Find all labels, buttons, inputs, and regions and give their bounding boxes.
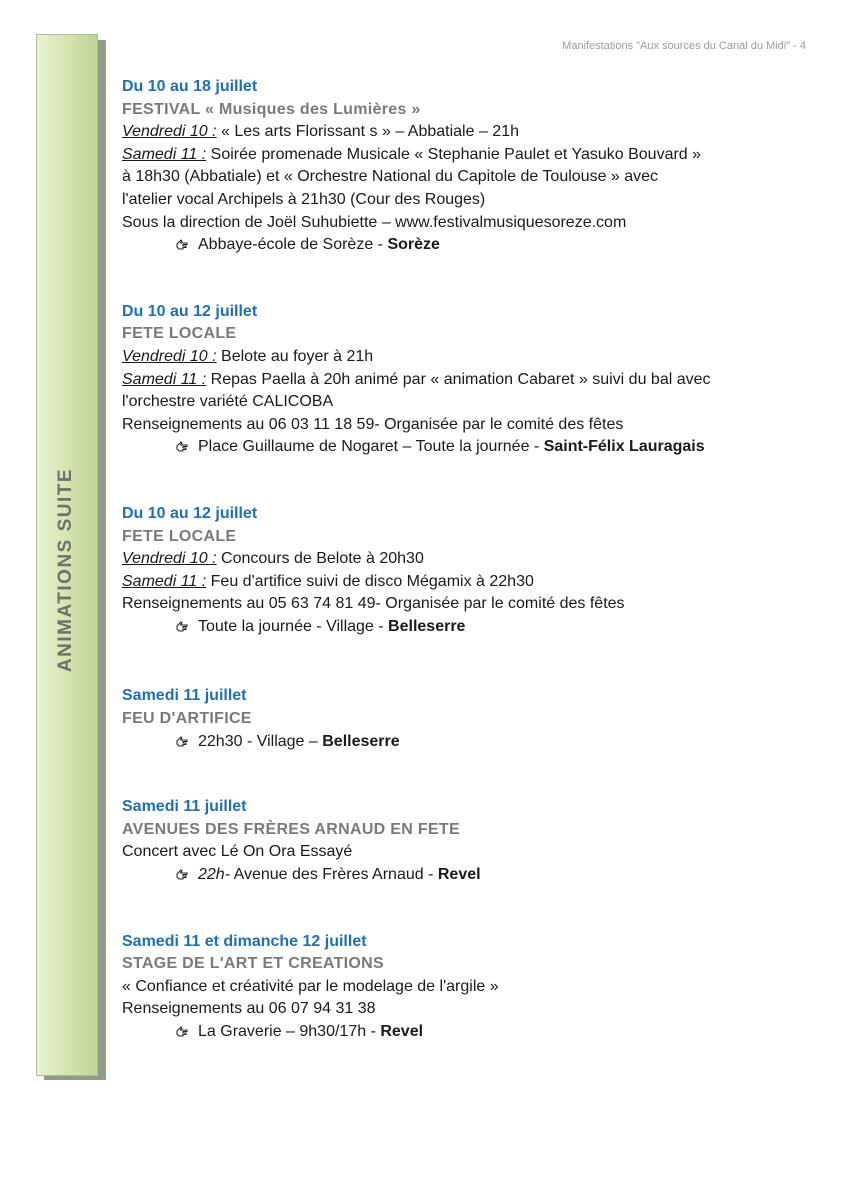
event-detail-line: Vendredi 10 : Belote au foyer à 21h bbox=[122, 347, 374, 365]
event-day-label: Vendredi 10 : bbox=[122, 123, 217, 141]
event-detail-line: Samedi 11 : Feu d'artifice suivi de disco Mégamix à 22h30 bbox=[122, 572, 534, 590]
event-block bbox=[122, 301, 822, 459]
event-town: Saint-Félix Lauragais bbox=[543, 438, 705, 456]
event-detail-line: à 18h30 (Abbatiale) et « Orchestre National du Capitole de Toulouse » avec bbox=[122, 168, 659, 186]
event-location: Abbaye-école de Sorèze - Sorèze bbox=[122, 234, 822, 257]
page-header: Manifestations "Aux sources du Canal du Midi" - 4 bbox=[562, 40, 806, 52]
event-detail-line: Sous la direction de Joël Suhubiette – www.festivalmusiquesoreze.com bbox=[122, 213, 627, 231]
event-category: FETE LOCALE bbox=[122, 527, 237, 545]
event-detail-line: Vendredi 10 : « Les arts Florissant s » – Abbatiale – 21h bbox=[122, 123, 519, 141]
event-block bbox=[122, 931, 822, 1044]
event-category: FETE LOCALE bbox=[122, 325, 237, 343]
event-date: Samedi 11 et dimanche 12 juillet bbox=[122, 932, 367, 950]
event-day-label: Vendredi 10 : bbox=[122, 550, 217, 568]
event-location: La Graverie – 9h30/17h - Revel bbox=[122, 1021, 822, 1044]
event-time: 22h- bbox=[198, 866, 231, 884]
event-detail-line: l'atelier vocal Archipels à 21h30 (Cour des Rouges) bbox=[122, 190, 486, 208]
event-date: Du 10 au 12 juillet bbox=[122, 302, 258, 320]
event-town: Belleserre bbox=[322, 732, 400, 750]
pointing-hand-icon bbox=[174, 236, 190, 252]
event-location: Toute la journée - Village - Belleserre bbox=[122, 616, 822, 639]
event-detail-line: Concert avec Lé On Ora Essayé bbox=[122, 843, 353, 861]
event-location: 22h30 - Village – Belleserre bbox=[122, 731, 822, 754]
event-detail-line: Samedi 11 : Soirée promenade Musicale « Stephanie Paulet et Yasuko Bouvard » bbox=[122, 145, 702, 163]
event-day-label: Samedi 11 : bbox=[122, 145, 207, 163]
event-detail-line: Vendredi 10 : Concours de Belote à 20h30 bbox=[122, 550, 424, 568]
event-date: Samedi 11 juillet bbox=[122, 687, 247, 705]
pointing-hand-icon bbox=[174, 438, 190, 454]
event-list bbox=[122, 76, 822, 1088]
event-detail-line: Samedi 11 : Repas Paella à 20h animé par « animation Cabaret » suivi du bal avec bbox=[122, 370, 711, 388]
event-location: 22h- Avenue des Frères Arnaud - Revel bbox=[122, 864, 822, 887]
pointing-hand-icon bbox=[174, 866, 190, 882]
pointing-hand-icon bbox=[174, 733, 190, 749]
event-block bbox=[122, 503, 822, 639]
event-location: Place Guillaume de Nogaret – Toute la journée - Saint-Félix Lauragais bbox=[122, 436, 822, 459]
event-category: FESTIVAL « Musiques des Lumières » bbox=[122, 100, 421, 118]
pointing-hand-icon bbox=[174, 1023, 190, 1039]
event-detail-line: Renseignements au 05 63 74 81 49- Organisée par le comité des fêtes bbox=[122, 595, 625, 613]
event-date: Samedi 11 juillet bbox=[122, 798, 247, 816]
event-day-label: Vendredi 10 : bbox=[122, 347, 217, 365]
event-category: AVENUES DES FRÈRES ARNAUD EN FETE bbox=[122, 820, 460, 838]
event-category: FEU D'ARTIFICE bbox=[122, 710, 252, 728]
event-town: Revel bbox=[380, 1023, 424, 1040]
event-town: Revel bbox=[437, 866, 481, 884]
event-date: Du 10 au 12 juillet bbox=[122, 504, 258, 522]
event-detail-line: Renseignements au 06 07 94 31 38 bbox=[122, 1000, 376, 1018]
event-block bbox=[122, 685, 822, 753]
event-day-label: Samedi 11 : bbox=[122, 572, 207, 590]
pointing-hand-icon bbox=[174, 618, 190, 634]
side-band-label: ANIMATIONS SUITE bbox=[55, 467, 76, 673]
event-detail-line: l'orchestre variété CALICOBA bbox=[122, 393, 334, 411]
event-day-label: Samedi 11 : bbox=[122, 370, 207, 388]
event-detail-line: Renseignements au 06 03 11 18 59- Organisée par le comité des fêtes bbox=[122, 415, 624, 433]
event-town: Belleserre bbox=[388, 617, 466, 635]
event-date: Du 10 au 18 juillet bbox=[122, 78, 258, 95]
event-town: Sorèze bbox=[387, 236, 440, 254]
event-block bbox=[122, 76, 822, 257]
event-block bbox=[122, 796, 822, 886]
event-category: STAGE DE L'ART ET CREATIONS bbox=[122, 955, 384, 973]
event-detail-line: « Confiance et créativité par le modelage de l'argile » bbox=[122, 977, 499, 995]
